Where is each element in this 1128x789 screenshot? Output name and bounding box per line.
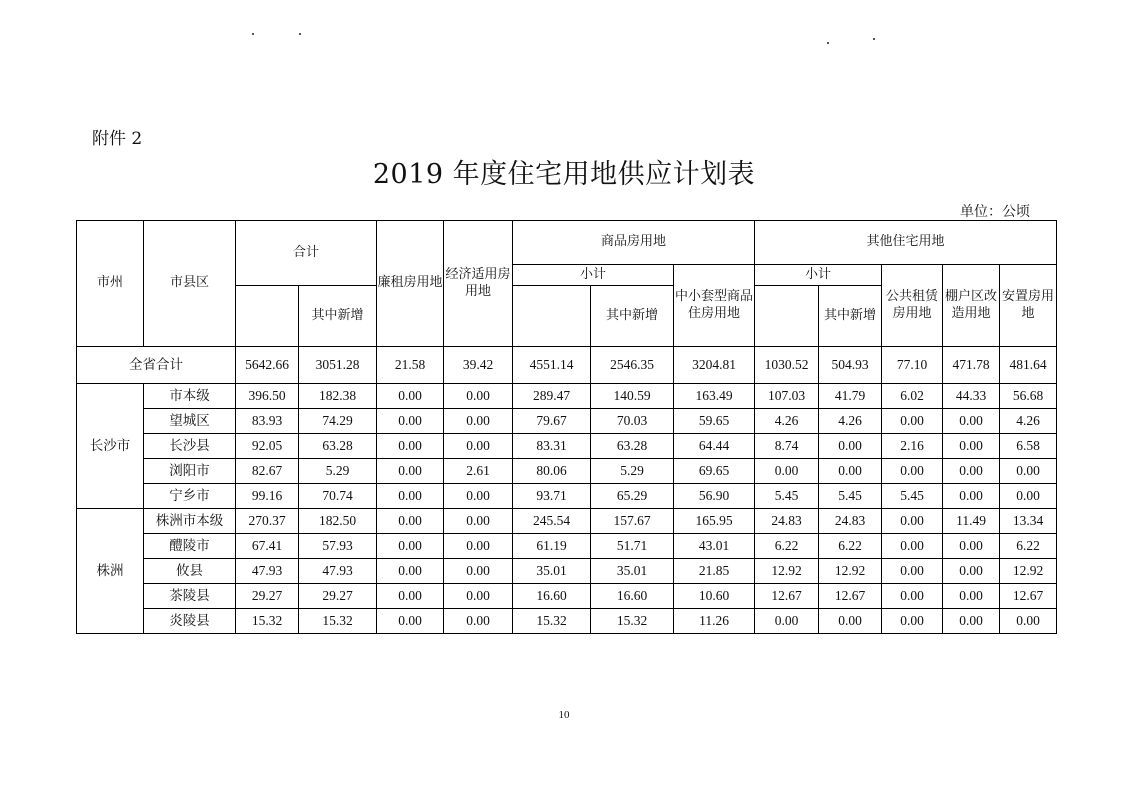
value-cell: 0.00 bbox=[377, 509, 444, 534]
header-commercial-subtotal: 小计 bbox=[513, 265, 674, 286]
value-cell: 61.19 bbox=[513, 534, 591, 559]
scan-speck bbox=[827, 42, 829, 44]
header-city: 市州 bbox=[77, 221, 144, 347]
value-cell: 12.92 bbox=[1000, 559, 1057, 584]
value-cell: 0.00 bbox=[377, 559, 444, 584]
value-cell: 82.67 bbox=[236, 459, 299, 484]
value-cell: 4.26 bbox=[1000, 409, 1057, 434]
value-cell: 11.26 bbox=[674, 609, 755, 634]
value-cell: 270.37 bbox=[236, 509, 299, 534]
header-total-group: 合计 bbox=[236, 221, 377, 286]
district-cell: 长沙县 bbox=[144, 434, 236, 459]
value-cell: 12.92 bbox=[755, 559, 819, 584]
city-cell: 株洲 bbox=[77, 509, 144, 634]
district-cell: 茶陵县 bbox=[144, 584, 236, 609]
value-cell: 16.60 bbox=[513, 584, 591, 609]
value-cell: 56.90 bbox=[674, 484, 755, 509]
value-cell: 64.44 bbox=[674, 434, 755, 459]
value-cell: 35.01 bbox=[591, 559, 674, 584]
land-supply-table bbox=[76, 220, 1057, 634]
value-cell: 57.93 bbox=[299, 534, 377, 559]
value-cell: 0.00 bbox=[377, 459, 444, 484]
total-cell: 2546.35 bbox=[591, 347, 674, 384]
value-cell: 0.00 bbox=[882, 559, 943, 584]
header-district: 市县区 bbox=[144, 221, 236, 347]
total-cell: 1030.52 bbox=[755, 347, 819, 384]
province-total-row bbox=[77, 347, 1057, 384]
value-cell: 6.02 bbox=[882, 384, 943, 409]
table-row bbox=[77, 459, 1057, 484]
total-cell: 39.42 bbox=[444, 347, 513, 384]
value-cell: 79.67 bbox=[513, 409, 591, 434]
value-cell: 0.00 bbox=[882, 409, 943, 434]
table-row bbox=[77, 609, 1057, 634]
district-cell: 宁乡市 bbox=[144, 484, 236, 509]
value-cell: 5.45 bbox=[882, 484, 943, 509]
header-low-rent: 廉租房用地 bbox=[377, 221, 444, 347]
value-cell: 43.01 bbox=[674, 534, 755, 559]
header-shantytown: 棚户区改造用地 bbox=[943, 265, 1000, 347]
value-cell: 0.00 bbox=[377, 534, 444, 559]
total-cell: 3204.81 bbox=[674, 347, 755, 384]
header-total-new: 其中新增 bbox=[299, 286, 377, 347]
header-resettlement: 安置房用地 bbox=[1000, 265, 1057, 347]
value-cell: 56.68 bbox=[1000, 384, 1057, 409]
value-cell: 11.49 bbox=[943, 509, 1000, 534]
header-other-subtotal: 小计 bbox=[755, 265, 882, 286]
value-cell: 70.74 bbox=[299, 484, 377, 509]
value-cell: 8.74 bbox=[755, 434, 819, 459]
value-cell: 182.50 bbox=[299, 509, 377, 534]
value-cell: 0.00 bbox=[444, 384, 513, 409]
header-other-new: 其中新增 bbox=[819, 286, 882, 347]
value-cell: 0.00 bbox=[377, 484, 444, 509]
district-cell: 攸县 bbox=[144, 559, 236, 584]
value-cell: 16.60 bbox=[591, 584, 674, 609]
value-cell: 70.03 bbox=[591, 409, 674, 434]
value-cell: 69.65 bbox=[674, 459, 755, 484]
value-cell: 12.67 bbox=[819, 584, 882, 609]
value-cell: 83.31 bbox=[513, 434, 591, 459]
value-cell: 5.29 bbox=[591, 459, 674, 484]
table-row bbox=[77, 534, 1057, 559]
value-cell: 24.83 bbox=[755, 509, 819, 534]
value-cell: 0.00 bbox=[943, 559, 1000, 584]
value-cell: 0.00 bbox=[882, 509, 943, 534]
value-cell: 245.54 bbox=[513, 509, 591, 534]
value-cell: 41.79 bbox=[819, 384, 882, 409]
unit-label: 单位：公顷 bbox=[960, 204, 1030, 220]
value-cell: 6.22 bbox=[819, 534, 882, 559]
value-cell: 0.00 bbox=[1000, 459, 1057, 484]
value-cell: 10.60 bbox=[674, 584, 755, 609]
value-cell: 5.45 bbox=[755, 484, 819, 509]
header-commercial-blank bbox=[513, 286, 591, 347]
value-cell: 5.45 bbox=[819, 484, 882, 509]
value-cell: 0.00 bbox=[819, 609, 882, 634]
value-cell: 0.00 bbox=[444, 609, 513, 634]
total-cell: 471.78 bbox=[943, 347, 1000, 384]
page-number: 10 bbox=[558, 709, 570, 721]
value-cell: 0.00 bbox=[377, 584, 444, 609]
value-cell: 165.95 bbox=[674, 509, 755, 534]
scan-speck bbox=[299, 33, 301, 35]
total-cell: 4551.14 bbox=[513, 347, 591, 384]
value-cell: 15.32 bbox=[236, 609, 299, 634]
value-cell: 0.00 bbox=[943, 434, 1000, 459]
city-cell: 长沙市 bbox=[77, 384, 144, 509]
value-cell: 0.00 bbox=[444, 509, 513, 534]
value-cell: 67.41 bbox=[236, 534, 299, 559]
value-cell: 92.05 bbox=[236, 434, 299, 459]
value-cell: 99.16 bbox=[236, 484, 299, 509]
value-cell: 93.71 bbox=[513, 484, 591, 509]
header-total-blank bbox=[236, 286, 299, 347]
value-cell: 47.93 bbox=[236, 559, 299, 584]
value-cell: 0.00 bbox=[1000, 609, 1057, 634]
scan-speck bbox=[873, 38, 875, 40]
value-cell: 2.61 bbox=[444, 459, 513, 484]
page-title: 2019 年度住宅用地供应计划表 bbox=[372, 159, 756, 190]
value-cell: 29.27 bbox=[299, 584, 377, 609]
value-cell: 0.00 bbox=[755, 609, 819, 634]
value-cell: 6.22 bbox=[1000, 534, 1057, 559]
value-cell: 47.93 bbox=[299, 559, 377, 584]
value-cell: 0.00 bbox=[377, 384, 444, 409]
value-cell: 107.03 bbox=[755, 384, 819, 409]
value-cell: 2.16 bbox=[882, 434, 943, 459]
value-cell: 83.93 bbox=[236, 409, 299, 434]
table-row bbox=[77, 509, 1057, 534]
header-commercial-group: 商品房用地 bbox=[513, 221, 755, 265]
value-cell: 6.22 bbox=[755, 534, 819, 559]
value-cell: 0.00 bbox=[444, 409, 513, 434]
value-cell: 35.01 bbox=[513, 559, 591, 584]
total-cell: 77.10 bbox=[882, 347, 943, 384]
total-cell: 481.64 bbox=[1000, 347, 1057, 384]
value-cell: 0.00 bbox=[882, 459, 943, 484]
value-cell: 0.00 bbox=[377, 609, 444, 634]
value-cell: 63.28 bbox=[299, 434, 377, 459]
province-total-label: 全省合计 bbox=[77, 347, 236, 384]
value-cell: 0.00 bbox=[444, 534, 513, 559]
total-cell: 21.58 bbox=[377, 347, 444, 384]
value-cell: 24.83 bbox=[819, 509, 882, 534]
value-cell: 157.67 bbox=[591, 509, 674, 534]
district-cell: 浏阳市 bbox=[144, 459, 236, 484]
header-other-blank bbox=[755, 286, 819, 347]
value-cell: 4.26 bbox=[755, 409, 819, 434]
value-cell: 80.06 bbox=[513, 459, 591, 484]
table-row bbox=[77, 584, 1057, 609]
value-cell: 63.28 bbox=[591, 434, 674, 459]
value-cell: 0.00 bbox=[377, 434, 444, 459]
header-other-group: 其他住宅用地 bbox=[755, 221, 1057, 265]
value-cell: 12.92 bbox=[819, 559, 882, 584]
value-cell: 0.00 bbox=[819, 459, 882, 484]
total-cell: 3051.28 bbox=[299, 347, 377, 384]
value-cell: 59.65 bbox=[674, 409, 755, 434]
value-cell: 44.33 bbox=[943, 384, 1000, 409]
header-affordable: 经济适用房用地 bbox=[444, 221, 513, 347]
header-small-medium: 中小套型商品住房用地 bbox=[674, 265, 755, 347]
value-cell: 0.00 bbox=[444, 559, 513, 584]
value-cell: 0.00 bbox=[755, 459, 819, 484]
value-cell: 0.00 bbox=[377, 409, 444, 434]
value-cell: 0.00 bbox=[882, 534, 943, 559]
value-cell: 13.34 bbox=[1000, 509, 1057, 534]
value-cell: 182.38 bbox=[299, 384, 377, 409]
attachment-label: 附件 2 bbox=[92, 129, 143, 149]
value-cell: 21.85 bbox=[674, 559, 755, 584]
value-cell: 0.00 bbox=[943, 534, 1000, 559]
table-row bbox=[77, 484, 1057, 509]
district-cell: 市本级 bbox=[144, 384, 236, 409]
value-cell: 289.47 bbox=[513, 384, 591, 409]
value-cell: 15.32 bbox=[299, 609, 377, 634]
scan-speck bbox=[252, 33, 254, 35]
table-row bbox=[77, 384, 1057, 409]
value-cell: 0.00 bbox=[943, 609, 1000, 634]
district-cell: 醴陵市 bbox=[144, 534, 236, 559]
header-public-rental: 公共租赁房用地 bbox=[882, 265, 943, 347]
value-cell: 0.00 bbox=[444, 584, 513, 609]
value-cell: 65.29 bbox=[591, 484, 674, 509]
value-cell: 0.00 bbox=[943, 409, 1000, 434]
value-cell: 6.58 bbox=[1000, 434, 1057, 459]
value-cell: 15.32 bbox=[591, 609, 674, 634]
value-cell: 0.00 bbox=[444, 434, 513, 459]
value-cell: 74.29 bbox=[299, 409, 377, 434]
value-cell: 29.27 bbox=[236, 584, 299, 609]
value-cell: 396.50 bbox=[236, 384, 299, 409]
value-cell: 0.00 bbox=[882, 609, 943, 634]
value-cell: 140.59 bbox=[591, 384, 674, 409]
value-cell: 12.67 bbox=[755, 584, 819, 609]
value-cell: 0.00 bbox=[1000, 484, 1057, 509]
value-cell: 0.00 bbox=[882, 584, 943, 609]
value-cell: 4.26 bbox=[819, 409, 882, 434]
value-cell: 163.49 bbox=[674, 384, 755, 409]
total-cell: 504.93 bbox=[819, 347, 882, 384]
header-commercial-new: 其中新增 bbox=[591, 286, 674, 347]
total-cell: 5642.66 bbox=[236, 347, 299, 384]
value-cell: 5.29 bbox=[299, 459, 377, 484]
district-cell: 炎陵县 bbox=[144, 609, 236, 634]
table-row bbox=[77, 434, 1057, 459]
value-cell: 0.00 bbox=[819, 434, 882, 459]
district-cell: 望城区 bbox=[144, 409, 236, 434]
value-cell: 0.00 bbox=[943, 459, 1000, 484]
table-row bbox=[77, 409, 1057, 434]
value-cell: 0.00 bbox=[943, 484, 1000, 509]
value-cell: 51.71 bbox=[591, 534, 674, 559]
value-cell: 15.32 bbox=[513, 609, 591, 634]
value-cell: 0.00 bbox=[943, 584, 1000, 609]
district-cell: 株洲市本级 bbox=[144, 509, 236, 534]
table-row bbox=[77, 559, 1057, 584]
value-cell: 0.00 bbox=[444, 484, 513, 509]
value-cell: 12.67 bbox=[1000, 584, 1057, 609]
